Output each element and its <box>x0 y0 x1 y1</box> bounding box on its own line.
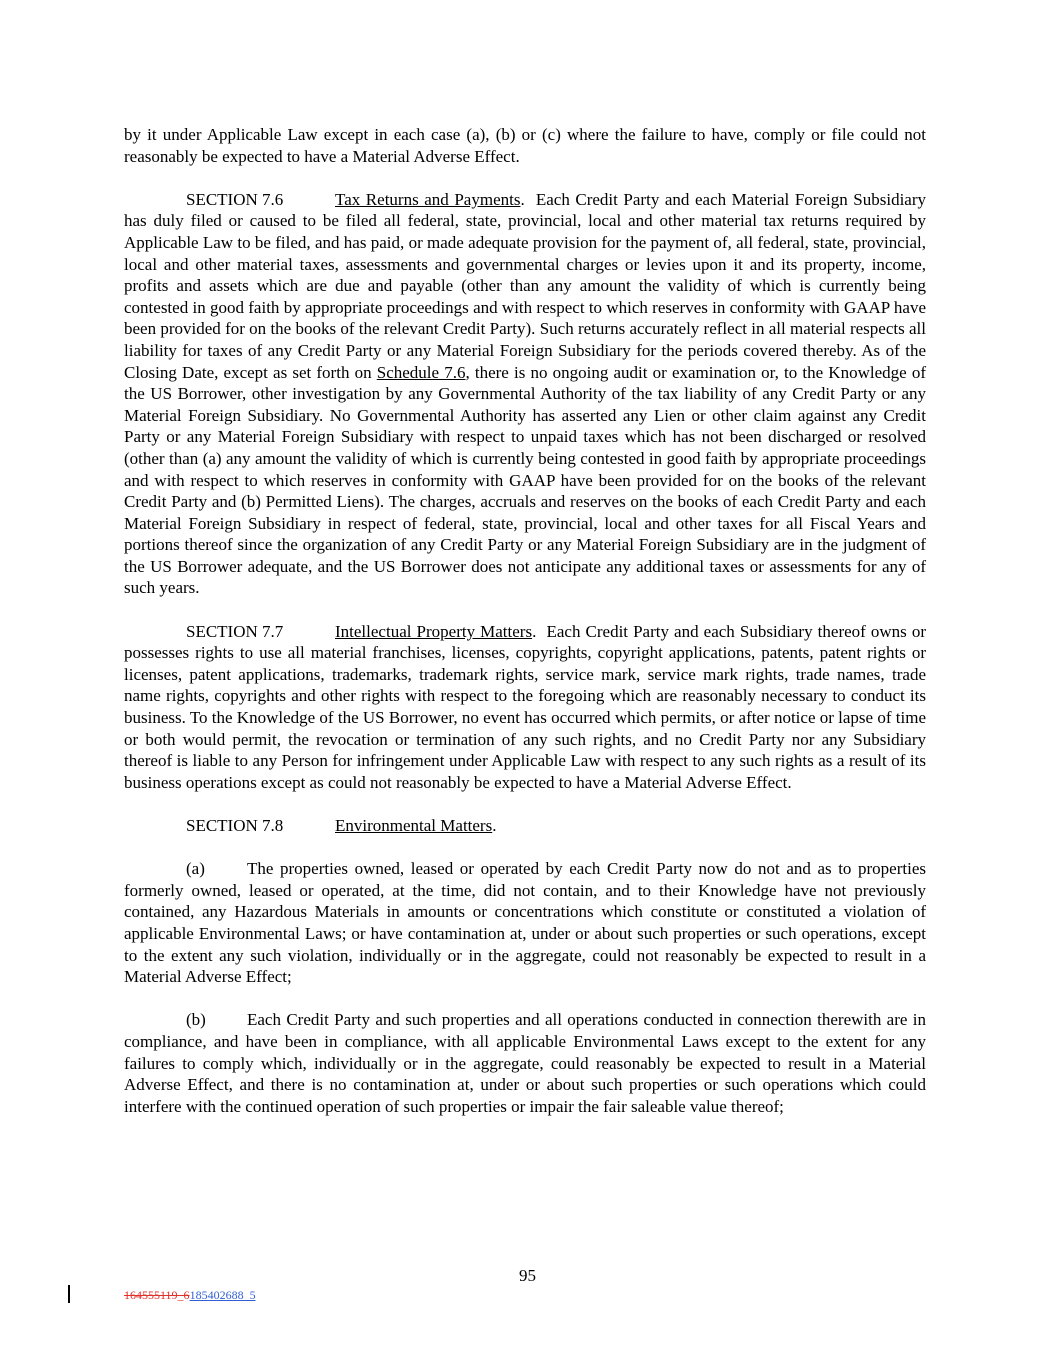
item-a-text: The properties owned, leased or operated by each Credit Party now do not and as to properties formerly owned, leased or operated, at the time, did not contain, and to their Knowledge have not previously contained, any Hazardous Materials in amounts or concentrations which constitute or constituted a violation of applicable Environmental Laws; or have contamination at, under or about such properties or such operations, except to the extent any such violation, individually or in the aggregate, could not reasonably be expected to result in a Material Adverse Effect; <box>124 859 926 987</box>
section-7-6-body-part1: Each Credit Party and each Material Foreign Subsidiary has duly filed or caused to be filed all federal, state, provincial, local and other material tax returns required by Applicable Law to be filed, and has paid, or made adequate provision for the payment of, all federal, state, provincial, local and other material taxes, assessments and governmental charges or levies upon it and its property, income, profits and assets which are due and payable (other than any amount the validity of which is currently being contested in good faith by appropriate proceedings and with respect to which reserves in conformity with GAAP have been provided for on the books of the relevant Credit Party). Such returns accurately reflect in all material respects all liability for taxes of any Credit Party or any Material Foreign Subsidiary for the periods covered thereby. As of the Closing Date, except as set forth on <box>124 189 926 382</box>
item-a-label: (a) <box>186 859 205 879</box>
section-7-6-number: SECTION 7.6 <box>186 189 284 209</box>
item-b-label: (b) <box>186 1010 206 1030</box>
section-7-7-title: Intellectual Property Matters <box>335 621 533 641</box>
section-7-8-title: Environmental Matters <box>335 816 493 835</box>
section-7-8-item-a <box>124 858 926 988</box>
page-number: 95 <box>519 1266 536 1285</box>
opening-paragraph: by it under Applicable Law except in each case (a), (b) or (c) where the failure to have, comply or file could not reasonably be expected to have a Material Adverse Effect. <box>124 125 926 166</box>
section-7-6-body-part2: , there is no ongoing audit or examination or, to the Knowledge of the US Borrower, other investigation by any Governmental Authority of the tax liability of any Credit Party or any Material Foreign Subsidiary. No Governmental Authority has asserted any Lien or other claim against any Credit Party or any Material Foreign Subsidiary with respect to unpaid taxes which has not been discharged or resolved (other than (a) any amount the validity of which is currently being contested in good faith by appropriate proceedings and with respect to which reserves in conformity with GAAP have been provided for on the books of the relevant Credit Party and (b) Permitted Liens). The charges, accruals and reserves on the books of each Credit Party and each Material Foreign Subsidiary in respect of federal, state, provincial, local and other taxes for all Fiscal Years and portions thereof since the organization of any Credit Party or any Material Foreign Subsidiary are in the judgment of the US Borrower adequate, and the US Borrower does not anticipate any additional taxes or assessments for any of such years. <box>124 362 926 598</box>
section-7-8-heading: SECTION 7.8 Environmental Matters. <box>186 816 497 835</box>
revision-change-bar <box>68 1285 70 1303</box>
document-page <box>124 124 926 1139</box>
document-id-footer <box>124 1288 256 1303</box>
section-7-7-body: Each Credit Party and each Subsidiary thereof owns or possesses rights to use all material franchises, licenses, copyrights, copyright applications, patents, patent rights or licenses, patent applications, trademarks, trademark rights, service mark, service mark rights, trade names, trade name rights, copyrights and other rights with respect to the foregoing which are reasonably necessary to conduct its business. To the Knowledge of the US Borrower, no event has occurred which permits, or after notice or lapse of time or both would permit, the revocation or termination of any such rights, and no Credit Party nor any Subsidiary thereof is liable to any Person for infringement under Applicable Law with respect to any such rights as a result of its business operations except as could not reasonably be expected to have a Material Adverse Effect. <box>124 621 927 792</box>
section-7-8-number: SECTION 7.8 <box>186 816 284 835</box>
section-7-6-title: Tax Returns and Payments <box>335 189 521 209</box>
section-7-8-item-b <box>124 1009 926 1117</box>
section-7-6-paragraph: SECTION 7.6 Tax Returns and Payments. Each Credit Party and each Material Foreign Subsidiary has duly filed or caused to be filed all federal, state, provincial, local and other material tax returns required by Applicable Law to be filed, and has paid, or made adequate provision for the payment of, all federal, state, provincial, local and other material taxes, assessments and governmental charges or levies upon it and its property, income, profits and assets which are due and payable (other than any amount the validity of which is currently being contested in good faith by appropriate proceedings and with respect to which reserves in conformity with GAAP have been provided for on the books of the relevant Credit Party). Such returns accurately reflect in all material respects all liability for taxes of any Credit Party or any Material Foreign Subsidiary for the periods covered thereby. As of the Closing Date, except as set forth on Schedule 7.6, there is no ongoing audit or examination or, to the Knowledge of the US Borrower, other investigation by any Governmental Authority of the tax liability of any Credit Party or any Material Foreign Subsidiary. No Governmental Authority has asserted any Lien or other claim against any Credit Party or any Material Foreign Subsidiary with respect to unpaid taxes which has not been discharged or resolved (other than (a) any amount the validity of which is currently being contested in good faith by appropriate proceedings and with respect to which reserves in conformity with GAAP have been provided for on the books of the relevant Credit Party and (b) Permitted Liens). The charges, accruals and reserves on the books of each Credit Party and each Material Foreign Subsidiary in respect of federal, state, provincial, local and other taxes for all Fiscal Years and portions thereof since the organization of any Credit Party or any Material Foreign Subsidiary are in the judgment of the US Borrower adequate, and the US Borrower does not anticipate any additional taxes or assessments for any of such years. <box>124 189 926 598</box>
section-7-7-paragraph: SECTION 7.7 Intellectual Property Matters. Each Credit Party and each Subsidiary thereof owns or possesses rights to use all material franchises, licenses, copyrights, copyright applications, patents, patent rights or licenses, patent applications, trademarks, trademark rights, service mark, service mark rights, trade names, trade name rights, copyrights and other rights with respect to the foregoing which are reasonably necessary to conduct its business. To the Knowledge of the US Borrower, no event has occurred which permits, or after notice or lapse of time or both would permit, the revocation or termination of any such rights, and no Credit Party nor any Subsidiary thereof is liable to any Person for infringement under Applicable Law with respect to any such rights as a result of its business operations except as could not reasonably be expected to have a Material Adverse Effect. <box>124 621 927 792</box>
deleted-document-id: 164555119_6 <box>124 1288 190 1302</box>
item-b-text: Each Credit Party and such properties and all operations conducted in connection therewith are in compliance, and have been in compliance, with all applicable Environmental Laws except to the extent for any failures to comply which, individually or in the aggregate, could reasonably be expected to result in a Material Adverse Effect, and there is no contamination at, under or about such properties or such operations which could interfere with the continued operation of such properties or impair the fair saleable value thereof; <box>124 1010 926 1116</box>
schedule-7-6-reference: Schedule 7.6 <box>376 362 466 382</box>
section-7-7-number: SECTION 7.7 <box>186 621 284 641</box>
inserted-document-id: 185402688_5 <box>189 1288 256 1302</box>
